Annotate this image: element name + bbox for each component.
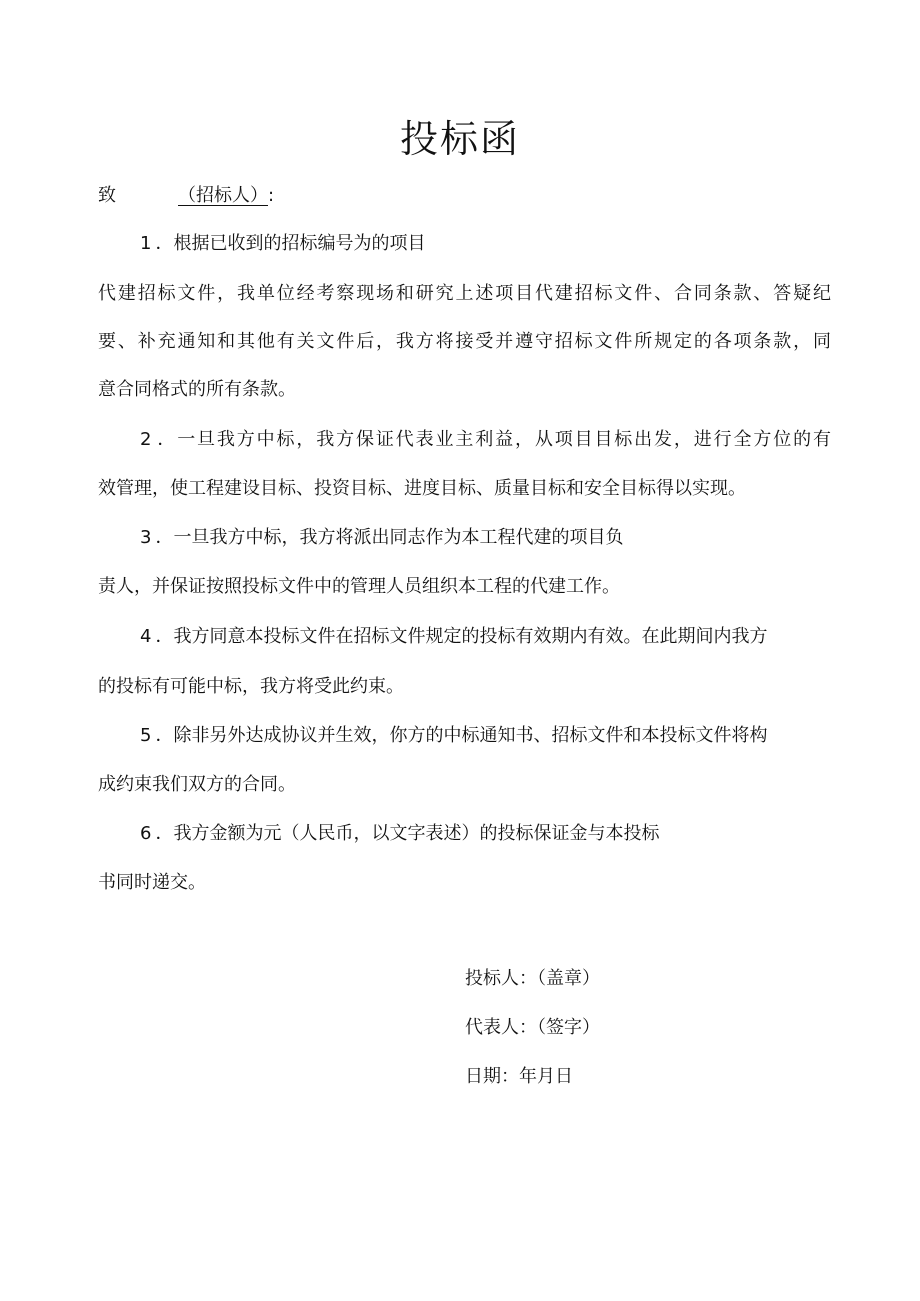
paragraph-2-number: 2 bbox=[140, 429, 152, 450]
addressee-blank: （招标人） bbox=[178, 185, 268, 206]
paragraph-5-text-1: ．除非另外达成协议并生效，你方的中标通知书、招标文件和本投标文件将构 bbox=[155, 725, 768, 746]
paragraph-5-line-1 bbox=[140, 723, 767, 749]
addressee-line bbox=[98, 183, 274, 209]
paragraph-5-line-2: 成约束我们双方的合同。 bbox=[98, 774, 296, 795]
paragraph-6-line-1 bbox=[140, 821, 659, 847]
signature-bidder: 投标人：（盖章） bbox=[465, 968, 600, 989]
paragraph-1-number: 1 bbox=[140, 233, 152, 254]
addressee-prefix: 致 bbox=[98, 185, 116, 206]
paragraph-1-line-2: 代建招标文件，我单位经考察现场和研究上述项目代建招标文件、合同条款、答疑纪 bbox=[98, 283, 831, 304]
paragraph-4-text-1: ．我方同意本投标文件在招标文件规定的投标有效期内有效。在此期间内我方 bbox=[155, 626, 768, 647]
paragraph-6-number: 6 bbox=[140, 823, 152, 844]
paragraph-1-line-4: 意合同格式的所有条款。 bbox=[98, 379, 296, 400]
paragraph-4-line-2: 的投标有可能中标，我方将受此约束。 bbox=[98, 676, 404, 697]
paragraph-5-number: 5 bbox=[140, 725, 152, 746]
paragraph-1-line-1 bbox=[140, 231, 425, 257]
paragraph-6-text-1: ．我方金额为元（人民币，以文字表述）的投标保证金与本投标 bbox=[155, 823, 660, 844]
document-title: 投标函 bbox=[399, 117, 520, 161]
paragraph-1-text-1: ．根据已收到的招标编号为的项目 bbox=[155, 233, 426, 254]
paragraph-6-line-2: 书同时递交。 bbox=[98, 872, 206, 893]
addressee-colon: : bbox=[268, 185, 275, 206]
paragraph-3-line-1 bbox=[140, 525, 623, 551]
paragraph-1-line-3: 要、补充通知和其他有关文件后，我方将接受并遵守招标文件所规定的各项条款，同 bbox=[98, 331, 831, 352]
paragraph-4-line-1 bbox=[140, 624, 767, 650]
paragraph-2-line-1 bbox=[140, 427, 831, 453]
signature-representative: 代表人：（签字） bbox=[465, 1017, 600, 1038]
paragraph-3-text-1: ．一旦我方中标，我方将派出同志作为本工程代建的项目负 bbox=[155, 527, 624, 548]
paragraph-2-text-1: ．一旦我方中标，我方保证代表业主利益，从项目目标出发，进行全方位的有 bbox=[155, 429, 831, 450]
signature-date: 日期：年月日 bbox=[465, 1066, 573, 1087]
paragraph-3-line-2: 责人，并保证按照投标文件中的管理人员组织本工程的代建工作。 bbox=[98, 576, 620, 597]
paragraph-2-line-2: 效管理，使工程建设目标、投资目标、进度目标、质量目标和安全目标得以实现。 bbox=[98, 478, 746, 499]
paragraph-4-number: 4 bbox=[140, 626, 152, 647]
paragraph-3-number: 3 bbox=[140, 527, 152, 548]
